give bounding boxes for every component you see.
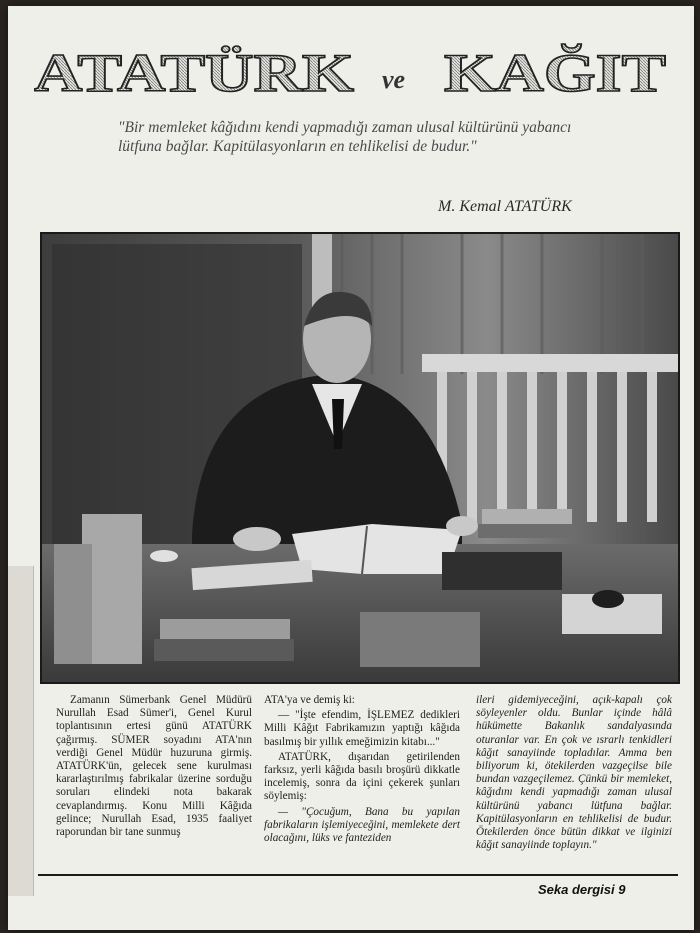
footer-rule [38,874,678,876]
headline [34,36,674,106]
quote-author: M. Kemal ATATÜRK [438,198,572,215]
headline-connector: ve [382,65,406,94]
magazine-page [8,6,694,930]
article-body [56,694,670,870]
article-column-2 [264,694,460,847]
epigraph-quote: "Bir memleket kâğıdını kendi yapmadığı zaman ulusal kültürünü yabancı lütfuna bağlar. Kapitülasyonların en tehlikelisi de budur." [118,119,572,155]
paragraph: ileri gidemiyeceğini, açık-kapalı çok söyleyenler oldu. Bunlar içinde hâlâ hükümette Bakanlık sandalyasında oturanlar var. En çok ve ısrarlı tenkidleri kâğıt sanayiinde topladılar. Amma ben biliyorum ki, ötekilerden vazgeçilse bile bundan vazgeçilemez. Çünkü bir memleket, kâğıdını kendi yapmadığı zaman ulusal kültürünü yabancı lütfuna bağlar. Kapitülasyonların en tehlikelisi de budur. Ötekilerden önce bütün dikkat ve ilginizi kâğıt sanayiinde toplayın." [476,694,672,852]
headline-word-ataturk: ATATÜRK [34,43,354,103]
paragraph: ATA'ya ve demiş ki: [264,694,355,706]
adjacent-page-edge [8,566,34,896]
photo-ataturk-at-desk [40,232,680,684]
headline-word-kagit: KAĞIT [444,43,666,103]
paragraph: Zamanın Sümerbank Genel Müdürü Nurullah Esad Sümer'i, Genel Kurul toplantısının ertesi günü ATATÜRK çağırmış. SÜMER soyadını ATA'nın verdiği Genel Müdür huzuruna girmiş. ATATÜRK'ün, gelecek sene kurulması kararlaştırılmış fabrikalar üzerine sorduğu soruları elindeki nota bakarak cevaplandırmış. Konu Milli Kâğıda gelince; Nurullah Esad, 1935 faaliyet raporundan bir tane sunmuş [56,694,252,839]
paragraph: ATATÜRK, dışarıdan getirilenden farksız, yerli kâğıda basılı broşürü dikkatle incelemiş, sonra da içini çekerek şunları söylemiş: [264,750,460,803]
paragraph: — "İşte efendim, İŞLEMEZ dedikleri Milli Kâğıt Fabrikamızın yaptığı kâğıda basılmış bir yıllık emeğimizin kitabı..." [264,709,460,748]
paragraph: — "Çocuğum, Bana bu yapılan fabrikaların işlemiyeceğini, memlekete dert olacağını, lüks ve fanteziden [264,805,460,845]
article-column-1 [56,694,252,841]
page-footer: Seka dergisi 9 [538,882,626,897]
article-column-3 [476,694,672,854]
